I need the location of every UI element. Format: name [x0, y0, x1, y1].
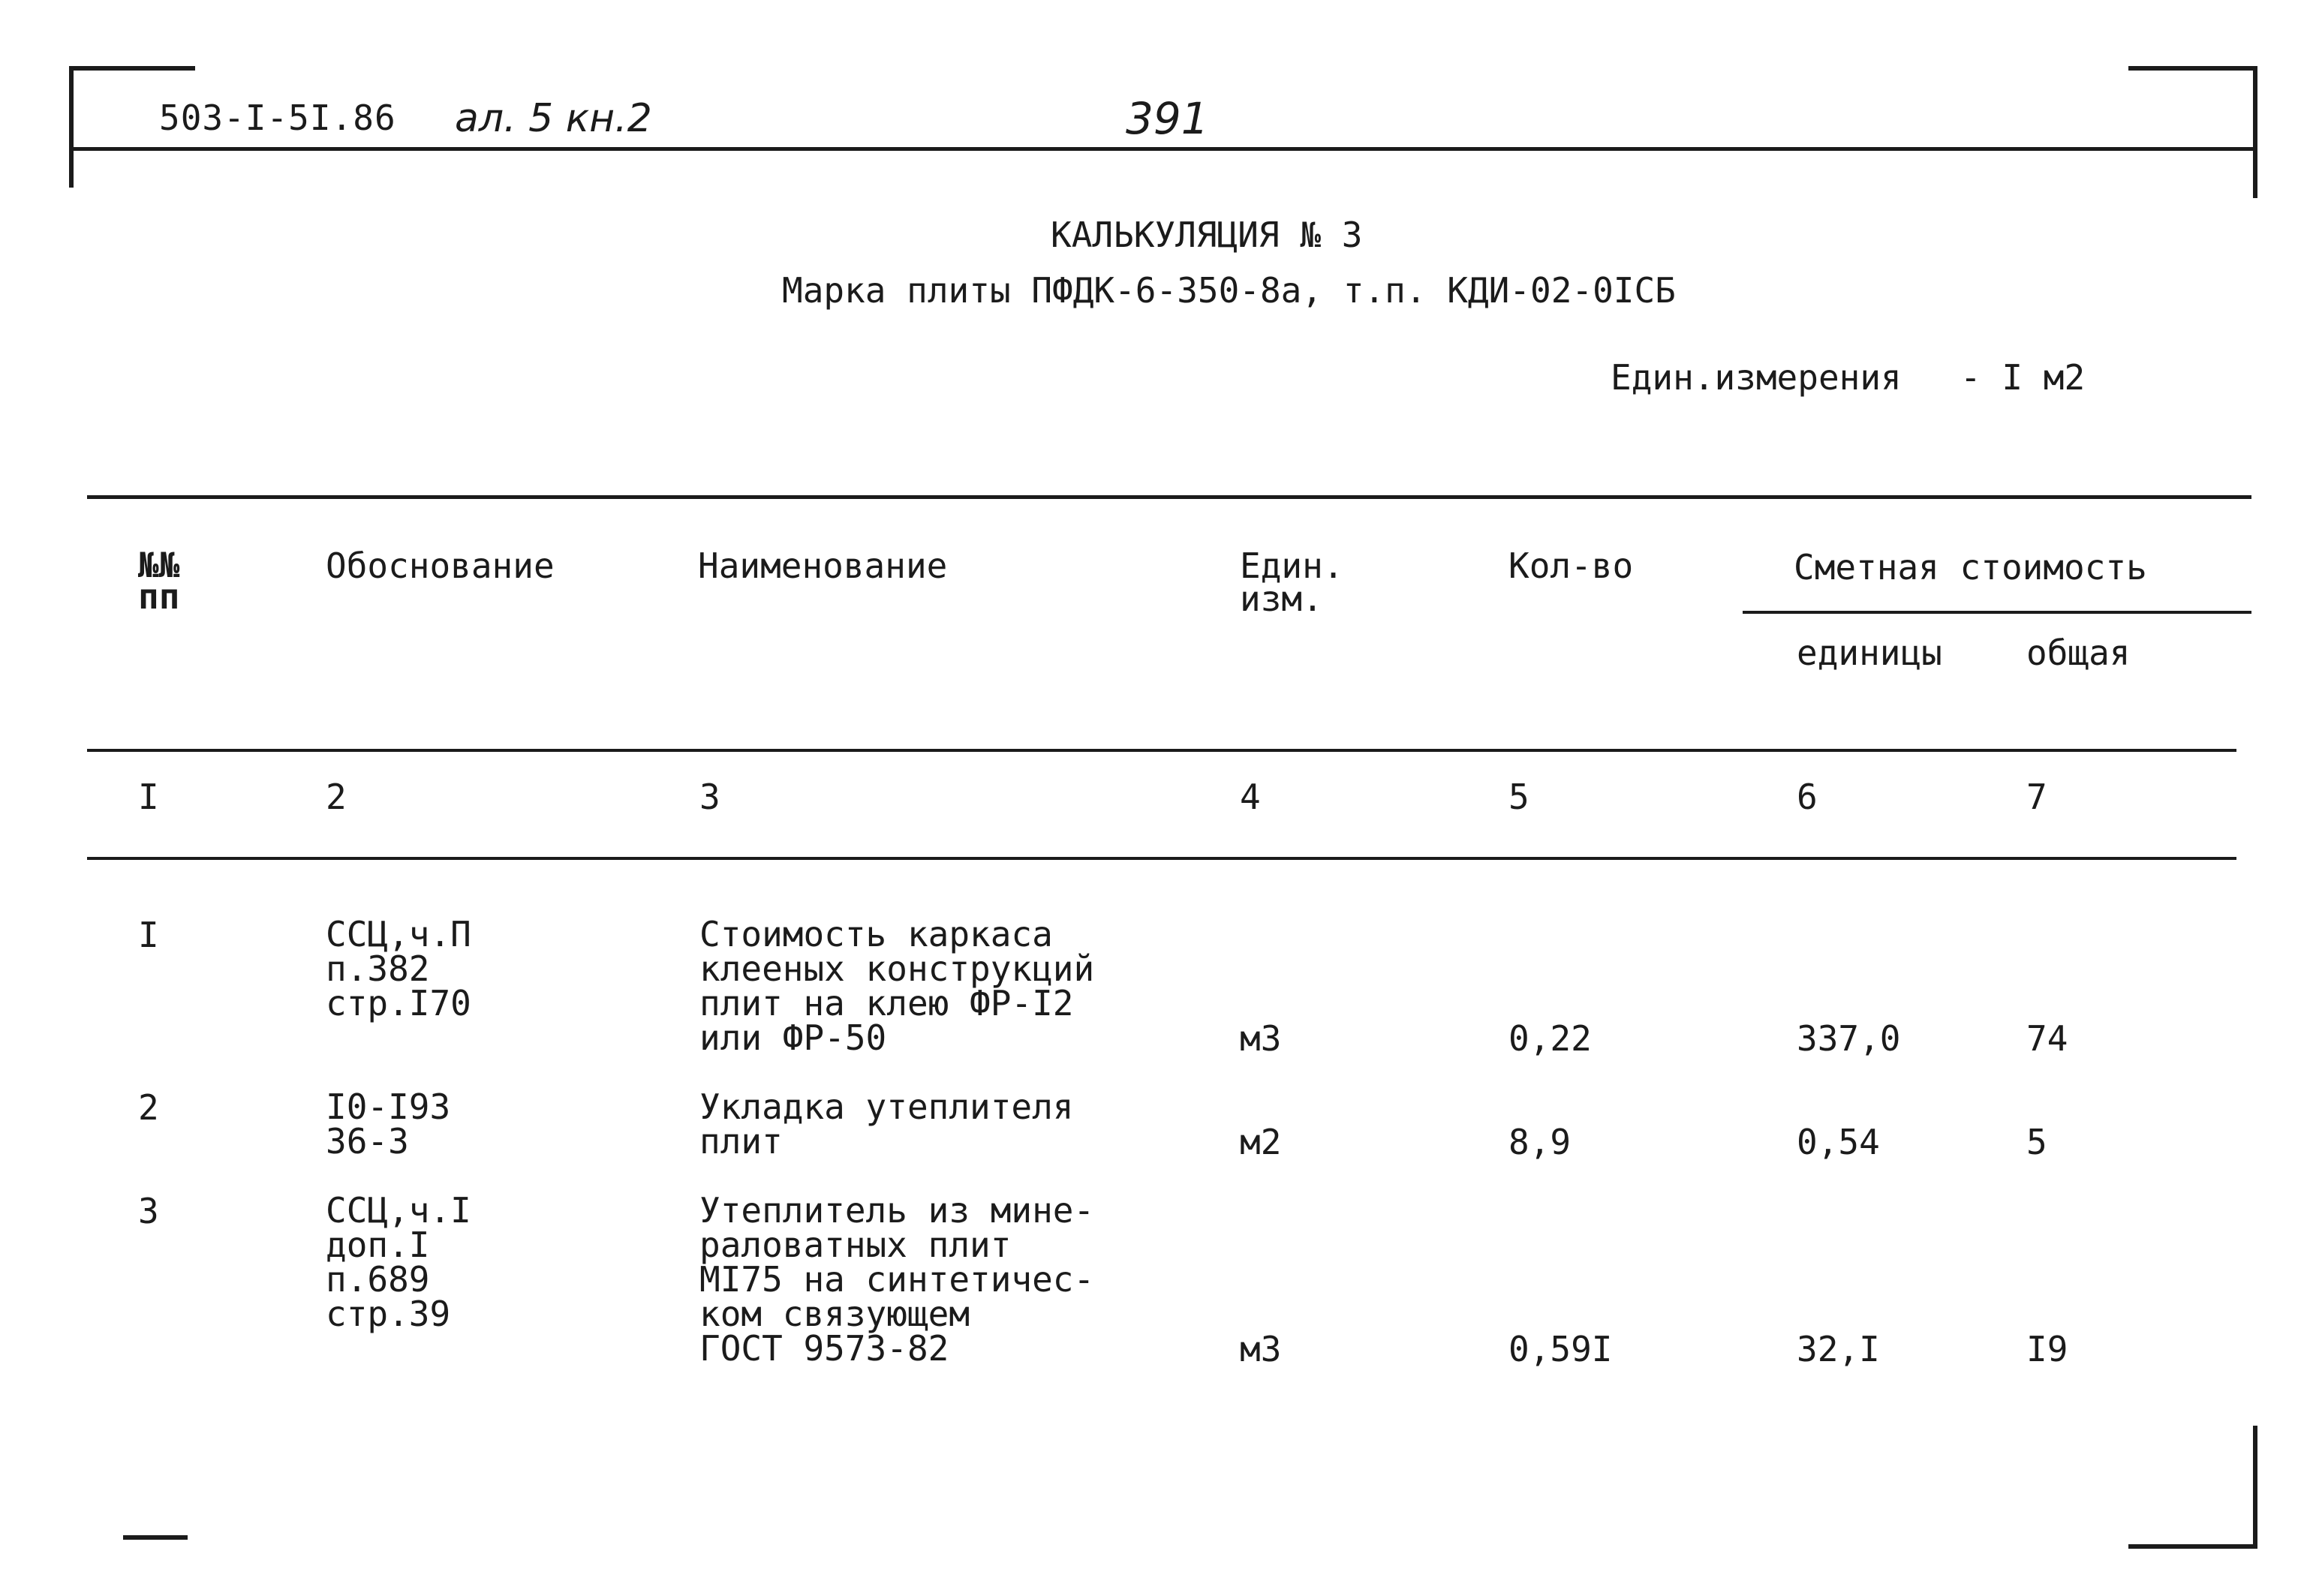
row-2-total: 5: [2026, 1122, 2047, 1162]
header-cost-total: общая: [2026, 633, 2131, 673]
frame-top-right-horizontal: [2128, 66, 2257, 71]
row-1-name: Стоимость каркаса клееных конструкций плит на клею ФР-I2 или ФР-50: [699, 914, 1095, 1058]
table-top-rule: [87, 495, 2251, 499]
header-estimated-cost: Сметная стоимость: [1794, 547, 2147, 588]
frame-bottom-right-vertical: [2253, 1426, 2257, 1549]
header-rule: [69, 147, 2257, 151]
row-2-quantity: 8,9: [1508, 1122, 1572, 1162]
row-2-name: Укладка утеплителя плит: [699, 1087, 1074, 1162]
row-1-unit: м3: [1240, 1018, 1282, 1059]
frame-top-left-horizontal: [69, 66, 195, 71]
header-basis: Обоснование: [326, 546, 555, 586]
column-number-7: 7: [2026, 777, 2047, 817]
row-2-number: 2: [138, 1087, 159, 1128]
calculation-title: КАЛЬКУЛЯЦИЯ № 3: [1051, 215, 1363, 255]
column-number-5: 5: [1508, 777, 1529, 817]
handwritten-reference: ал. 5 кн.2: [455, 96, 652, 141]
header-unit: Един. изм.: [1240, 546, 1344, 619]
row-3-unit-price: 32,I: [1797, 1329, 1880, 1369]
calculation-subtitle: Марка плиты ПФДК-6-350-8а, т.п. КДИ-02-0IСБ: [782, 270, 1676, 311]
header-row-number: №№ пп: [138, 545, 180, 617]
column-number-3: 3: [699, 777, 720, 817]
row-1-quantity: 0,22: [1508, 1018, 1592, 1059]
row-3-total: I9: [2026, 1329, 2068, 1369]
column-number-6: 6: [1797, 777, 1818, 817]
cost-group-rule: [1743, 611, 2251, 614]
page-number: 391: [1126, 93, 1209, 144]
header-cost-per-unit: единицы: [1797, 633, 1942, 673]
header-name: Наименование: [698, 546, 948, 586]
column-number-4: 4: [1240, 777, 1261, 817]
unit-value: - I м2: [1960, 357, 2086, 398]
frame-top-right-vertical: [2253, 66, 2257, 198]
header-bottom-rule: [87, 749, 2236, 752]
document-code: 503-I-5I.86: [159, 98, 396, 138]
header-quantity: Кол-во: [1508, 546, 1634, 586]
column-number-2: 2: [326, 777, 347, 817]
column-numbers-rule: [87, 857, 2236, 860]
row-3-basis: ССЦ,ч.I доп.I п.689 стр.39: [326, 1190, 471, 1334]
frame-bottom-left-mark: [123, 1535, 188, 1540]
row-1-total: 74: [2026, 1018, 2068, 1059]
frame-bottom-right-horizontal: [2128, 1544, 2257, 1549]
row-3-number: 3: [138, 1191, 159, 1231]
row-2-unit: м2: [1240, 1122, 1282, 1162]
unit-label: Един.измерения: [1611, 357, 1902, 398]
row-3-quantity: 0,59I: [1508, 1329, 1613, 1369]
row-3-unit: м3: [1240, 1329, 1282, 1369]
frame-top-left-vertical: [69, 66, 74, 188]
row-3-name: Утеплитель из мине- раловатных плит МI75 на синтетичес- ком связующем ГОСТ 9573-82: [699, 1190, 1095, 1369]
row-1-basis: ССЦ,ч.П п.382 стр.I70: [326, 914, 471, 1023]
row-2-basis: I0-I93 36-3: [326, 1087, 451, 1162]
row-2-unit-price: 0,54: [1797, 1122, 1880, 1162]
row-1-unit-price: 337,0: [1797, 1018, 1901, 1059]
row-1-number: I: [138, 915, 159, 955]
column-number-1: I: [138, 777, 159, 817]
